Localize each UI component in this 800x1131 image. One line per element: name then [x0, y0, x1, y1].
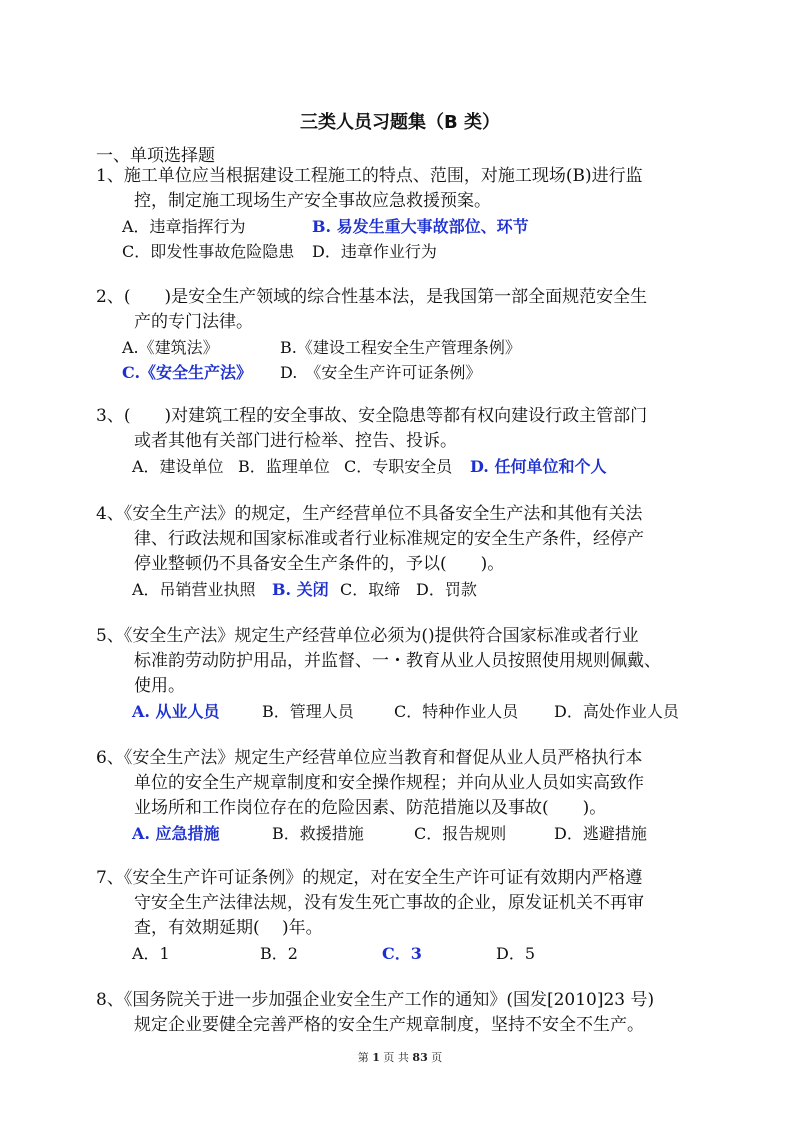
- option-d: D．违章作业行为: [312, 242, 437, 261]
- question-5: [96, 624, 716, 724]
- question-text-line: 8、《国务院关于进一步加强企业安全生产工作的通知》(国发[2010]23 号): [96, 990, 655, 1010]
- section-heading: 一、单项选择题: [96, 146, 215, 166]
- question-text-line: 控，制定施工现场生产安全事故应急救援预案。: [134, 191, 491, 211]
- option-a: A．1: [132, 944, 170, 963]
- question-text-line: 使用。: [134, 676, 185, 696]
- option-a-answer: A. 从业人员: [132, 702, 220, 721]
- question-text-line: 守安全生产法律法规，没有发生死亡事故的企业，原发证机关不再审: [134, 893, 644, 913]
- question-text-line: 或者其他有关部门进行检举、控告、投诉。: [134, 431, 457, 451]
- option-d: D．高处作业人员: [554, 702, 679, 721]
- option-row: [96, 360, 716, 385]
- option-a: A．吊销营业执照: [132, 580, 256, 599]
- question-3: [96, 404, 716, 479]
- option-b: B．监理单位: [238, 457, 330, 476]
- question-text-line: 单位的安全生产规章制度和安全操作规程；并向从业人员如实高致作: [134, 773, 644, 793]
- option-c: C．即发性事故危险隐患: [122, 242, 295, 261]
- option-c-answer: C．3: [382, 944, 422, 963]
- option-a: A．违章指挥行为: [122, 217, 246, 236]
- option-d: D．罚款: [416, 580, 477, 599]
- option-b: B.《建设工程安全生产管理条例》: [280, 338, 521, 357]
- option-b: B．救援措施: [272, 824, 364, 843]
- option-c: C．特种作业人员: [394, 702, 519, 721]
- question-text-line: 查，有效期延期( )年。: [134, 918, 323, 938]
- question-text-line: 业场所和工作岗位存在的危险因素、防范措施以及事故( )。: [134, 798, 607, 818]
- question-text-line: 7、《安全生产许可证条例》的规定，对在安全生产许可证有效期内严格遵: [96, 868, 643, 888]
- document-title: 三类人员习题集（B 类）: [300, 112, 500, 133]
- question-text-line: 标准韵劳动防护用品，并监督、一・教育从业人员按照使用规则佩戴、: [134, 651, 661, 671]
- option-c: C．专职安全员: [344, 457, 453, 476]
- question-text-line: 1、施工单位应当根据建设工程施工的特点、范围，对施工现场(B)进行监: [96, 166, 643, 186]
- question-2: [96, 285, 716, 385]
- question-text-line: 4、《安全生产法》的规定，生产经营单位不具备安全生产法和其他有关法: [96, 504, 643, 524]
- option-d: D. 《安全生产许可证条例》: [280, 363, 482, 382]
- option-b: B．管理人员: [262, 702, 354, 721]
- option-row: [96, 335, 716, 360]
- question-text-line: 2、( )是安全生产领域的综合性基本法，是我国第一部全面规范安全生: [96, 287, 648, 307]
- question-6: [96, 746, 716, 846]
- option-a: A．建设单位: [132, 457, 224, 476]
- option-row: [96, 454, 716, 479]
- footer-middle: 页 共: [383, 1051, 409, 1064]
- page-footer: [0, 1049, 800, 1065]
- option-d: D．5: [496, 944, 536, 963]
- footer-prefix: 第: [357, 1051, 369, 1064]
- option-row: [96, 214, 716, 239]
- option-row: [96, 699, 716, 724]
- option-c: C．报告规则: [414, 824, 507, 843]
- question-text-line: 5、《安全生产法》规定生产经营单位必须为()提供符合国家标准或者行业: [96, 626, 639, 646]
- option-d-answer: D. 任何单位和个人: [470, 457, 607, 476]
- option-b-answer: B. 易发生重大事故部位、环节: [312, 217, 529, 236]
- question-8: [96, 988, 716, 1038]
- question-1: [96, 164, 716, 264]
- question-text-line: 规定企业要健全完善严格的安全生产规章制度，坚持不安全不生产。: [134, 1015, 644, 1035]
- question-text-line: 停业整顿仍不具备安全生产条件的，予以( )。: [134, 554, 505, 574]
- option-b-answer: B. 关闭: [272, 580, 329, 599]
- page-number: 1: [372, 1051, 380, 1064]
- question-text-line: 产的专门法律。: [134, 312, 253, 332]
- question-text-line: 律、行政法规和国家标准或者行业标准规定的安全生产条件，经停产: [134, 529, 644, 549]
- footer-suffix: 页: [431, 1051, 443, 1064]
- page-total: 83: [412, 1051, 428, 1064]
- question-4: [96, 502, 716, 602]
- option-row: [96, 821, 716, 846]
- question-7: [96, 866, 716, 966]
- option-row: [96, 239, 716, 264]
- option-row: [96, 941, 716, 966]
- option-b: B．2: [260, 944, 298, 963]
- option-row: [96, 577, 716, 602]
- question-text-line: 3、( )对建筑工程的安全事故、安全隐患等都有权向建设行政主管部门: [96, 406, 648, 426]
- option-a: A.《建筑法》: [122, 338, 219, 357]
- option-c: C．取缔: [340, 580, 401, 599]
- option-c-answer: C.《安全生产法》: [122, 363, 253, 382]
- option-a-answer: A. 应急措施: [132, 824, 220, 843]
- option-d: D．逃避措施: [554, 824, 647, 843]
- question-text-line: 6、《安全生产法》规定生产经营单位应当教育和督促从业人员严格执行本: [96, 748, 643, 768]
